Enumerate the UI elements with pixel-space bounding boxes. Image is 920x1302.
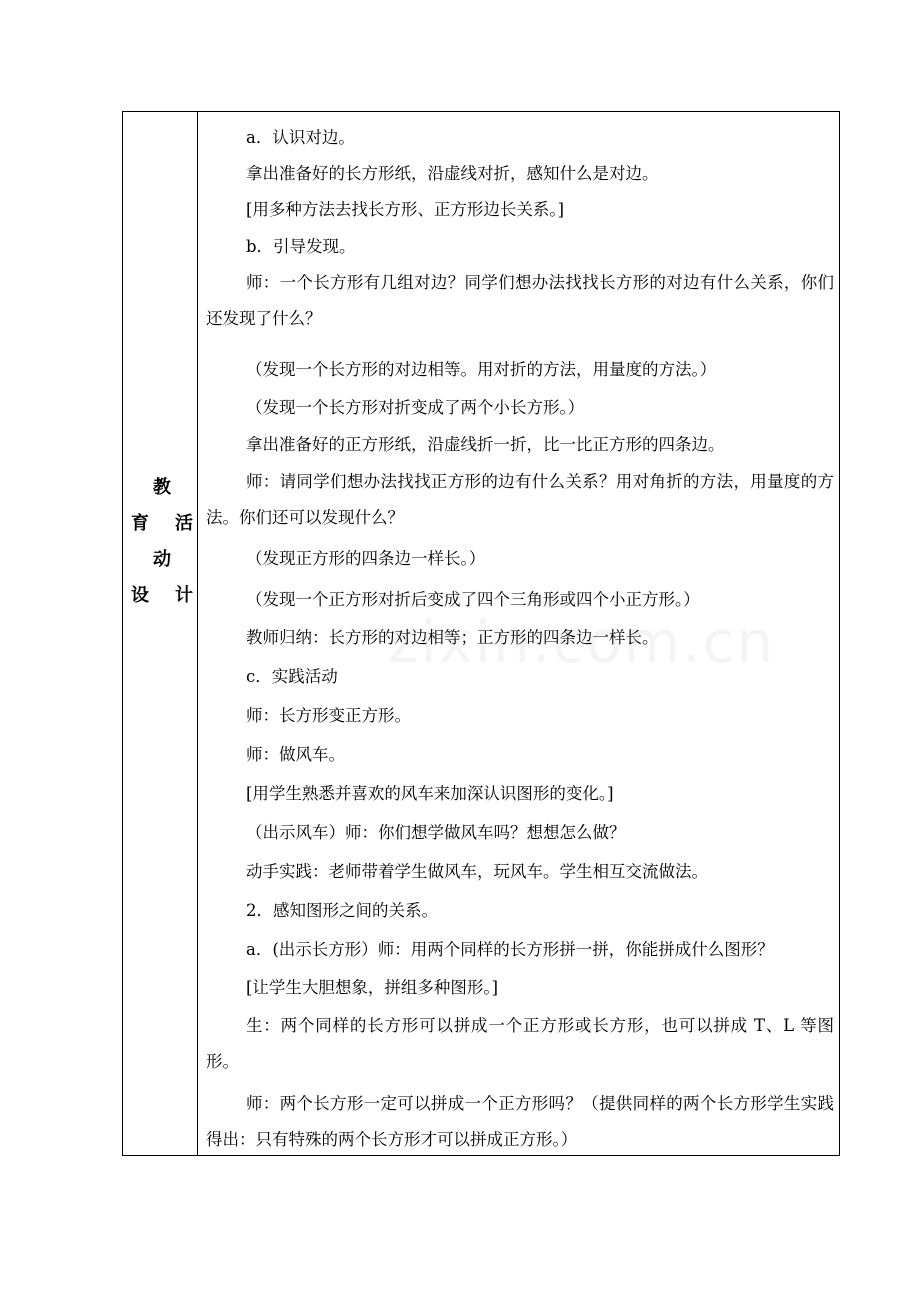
section-label-line-4: 设 计 [131, 585, 193, 606]
paragraph: 拿出准备好的正方形纸，沿虚线折一折，比一比正方形的四条边。 [246, 435, 725, 454]
paragraph: a．(出示长方形）师：用两个同样的长方形拼一拼，你能拼成什么图形？ [246, 940, 774, 959]
lesson-table [122, 111, 840, 1156]
paragraph: （出示风车）师：你们想学做风车吗？想想怎么做？ [246, 823, 626, 842]
section-label-line-1: 教 [153, 477, 171, 498]
paragraph: 师：长方形变正方形。 [246, 706, 411, 725]
paragraph: 师：一个长方形有几组对边？同学们想办法找找长方形的对边有什么关系，你们还发现了什么？ [206, 273, 834, 329]
paragraph: 师：两个长方形一定可以拼成一个正方形吗？（提供同样的两个长方形学生实践得出：只有特殊的两个长方形才可以拼成正方形。） [206, 1094, 834, 1150]
paragraph: 生：两个同样的长方形可以拼成一个正方形或长方形，也可以拼成 T、L 等图形。 [206, 1016, 834, 1072]
paragraph: 动手实践：老师带着学生做风车，玩风车。学生相互交流做法。 [246, 862, 708, 881]
paragraph: [让学生大胆想象，拼组多种图形。] [246, 978, 499, 997]
paragraph: [用多种方法去找长方形、正方形边长关系。] [246, 200, 565, 219]
paragraph: c．实践活动 [246, 667, 338, 686]
paragraph: b．引导发现。 [246, 237, 356, 256]
paragraph: 师：做风车。 [246, 745, 345, 764]
paragraph: a．认识对边。 [246, 128, 355, 147]
paragraph: （发现正方形的四条边一样长。） [246, 549, 486, 568]
paragraph: （发现一个长方形的对边相等。用对折的方法，用量度的方法。） [246, 360, 717, 379]
paragraph: （发现一个正方形对折后变成了四个三角形或四个小正方形。） [246, 590, 700, 609]
section-label-line-3: 动 [153, 549, 171, 570]
section-label-cell [123, 112, 198, 1155]
paragraph: （发现一个长方形对折变成了两个小长方形。） [246, 398, 585, 417]
paragraph: 教师归纳：长方形的对边相等；正方形的四条边一样长。 [246, 628, 659, 647]
section-label-line-2: 育 活 [131, 513, 193, 534]
activity-content-cell [198, 112, 839, 1155]
paragraph: 拿出准备好的长方形纸，沿虚线对折，感知什么是对边。 [246, 164, 659, 183]
paragraph: 2．感知图形之间的关系。 [246, 901, 438, 920]
paragraph: 师：请同学们想办法找找正方形的边有什么关系？用对角折的方法，用量度的方法。你们还可以发现什么？ [206, 472, 834, 528]
paragraph: [用学生熟悉并喜欢的风车来加深认识图形的变化。] [246, 784, 614, 803]
